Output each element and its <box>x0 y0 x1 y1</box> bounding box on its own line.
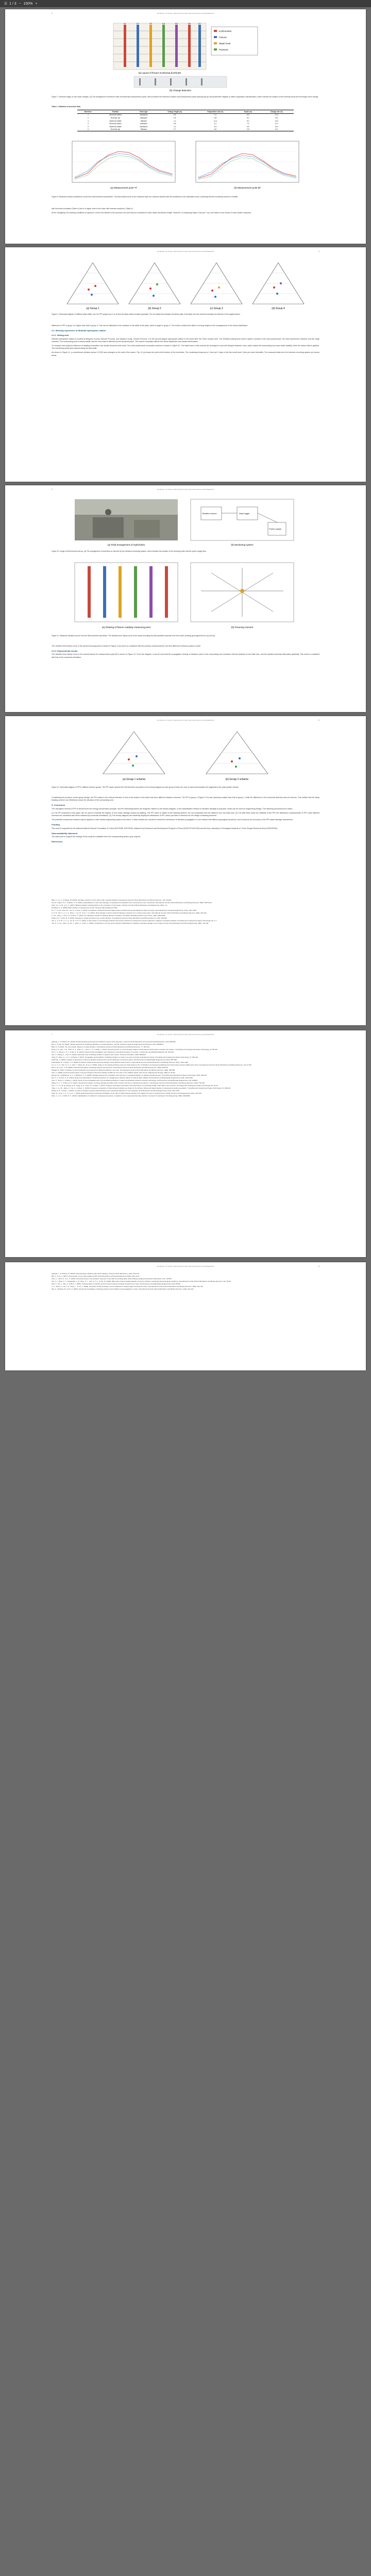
table-cell: Borehole bottom <box>109 123 122 125</box>
page-number: 6 <box>318 719 319 721</box>
table-cell: Sandstone <box>140 114 148 116</box>
body-text: with borehole inclination (Table 4) and it is higher than in the holes with relevant empirical. (Table 4). At the Xiangtang, the working conditions of aperture 4 and 5 are similar to the previous one and they are consistent in their depth and fissure length. However, in comparing Figure 7(b) and 7 (a), the fracture zone shows a much clearer response. <box>52 208 252 214</box>
table-cell: Borehole top <box>111 128 121 131</box>
figure-8-caption: Figure 8. Measured surface subsidence curves from field borehole experiments. The black dotted curve is the measured data, the coloured dashed lines are predictions of the calibrated model, confirming that the monitoring scheme is reliable. <box>52 196 239 198</box>
svg-text:Power supply: Power supply <box>269 528 282 530</box>
figure-12-caption: Figure 12. Schematic diagram of PPI in different scheme groups. The PPI values derived from the field tests are plotted on the ternary diagram for each group of tests; the color of each point indicates the magnitude of the peak particle velocity. <box>52 786 239 788</box>
reference-item: Bai, Z., & Liu, J. (2017). Assessment of rock mass quality via PPI. Rock Mechanics and Rock Engineering, 50(8), 2157-2170. <box>52 1275 140 1277</box>
svg-text:(a) Group 1 scheme: (a) Group 1 scheme <box>122 778 146 781</box>
reference-list <box>52 1273 319 1291</box>
subsection-heading: 4.2.1. Mining area <box>52 334 69 337</box>
reference-item: Fan, L. F., Wong, L. N. Y., & Ma, G. W. (2013). Experimental investigation and modeling of viscoelastic behavior of concrete. Construction and Building Materials, 48, 814-821. <box>52 1051 175 1053</box>
section-heading: 4.2. Working experience of Wulintai hydropower station <box>52 329 106 332</box>
figure-8 <box>67 137 304 194</box>
page <box>5 9 366 244</box>
hole-label: K4 <box>162 22 165 25</box>
table-cell: 9.8 <box>275 116 278 119</box>
reference-item: Gui, Y. L., Zhao, Z. Y., Jayasinghe, L. B., Zhou, H. Y., Goh, A. T. C., & Tao, M. (2018). Blast wave induced spatial variation of ground vibration considering field geological conditions. International Journal of Rock Mechanics and Mining Sciences, 101, 63-68. <box>52 1280 231 1282</box>
table-cell: 8.2 <box>247 120 249 122</box>
table-cell: 3 <box>88 120 89 122</box>
running-header: JOURNAL OF ROCK MECHANICS AND GEOTECHNICAL ENGINEERING <box>157 719 214 721</box>
hole-label: K2 <box>137 22 139 25</box>
table-cell: Borehole top <box>111 116 121 119</box>
table-cell: 0.6 <box>173 114 176 116</box>
reference-item: Jiang, N., Zhou, C., Lu, S., & Zhang, Z. (2017). Propagation and prediction of blasting vibration on slope in an open pit during underground mining. Tunnelling and Underground Space Technology, 70, 409-421. <box>52 1056 199 1058</box>
svg-text:Inclinometer: Inclinometer <box>219 30 232 32</box>
table-cell: 1 <box>88 114 89 116</box>
figure-7-caption: Figure 7. Borehole image of rock mass changes. (a) The arrangement of borehole holes and detected measurement points, which includes the borehole's location and measurement points spacing and (b) Visual detection diagram of water evaporation characteristics, which includes the location of the borehole points and the length of the change. <box>52 96 319 98</box>
hole-label: K1 <box>124 22 126 25</box>
table-cell: Borehole middle <box>109 125 122 128</box>
figure-12 <box>93 727 278 784</box>
table-1-caption: Table 1. Statistics of borehole data. <box>52 106 81 108</box>
table-cell: Mudstone <box>140 123 147 125</box>
table-cell: 5.8 <box>247 128 249 131</box>
table-cell: 7.2 <box>214 114 217 116</box>
table-cell: Siltstone <box>140 120 147 122</box>
svg-text:(c) Group 3: (c) Group 3 <box>210 307 223 310</box>
body-text: The vibration time history curve in the second fissuring point is shown in Figure 11 (b) and it is consistent with the previous measurements; the time difference between peaks is small. 4.2.2. Experimental results The vibration time history curve in the second fissure for measurement point 8# is shown in Figure 12. From the diagram, it can be seen that the propagation velocity of vibration wave in the surrounding rock increases with the distance to the blast hole, and the vibration intensity attenuates gradually. This result is consistent with that of the numerical simulation. <box>52 645 319 658</box>
body-text: Considering the previous control group design, the PPI values in the vertical direction of rock at the bottom of the blast hole were different between schemes. The PPI of group 2 (Figure 12 b) was obviously smaller than that of group 1, while the difference in the horizontal direction was not obvious. This verifies that the delay blasting scheme can effectively reduce the vibration of the surrounding rock. 5. Conclusion The calculation formula of PPI is derived from the energy conservation principle, and the influencing factors are analysed. Based on the ternary diagram, a new classification method of vibration damage is proposed, which can be used for engineering design. The following conclusions are drawn: (1) The PPI proposed in this paper can be used to evaluate the degree of rock mass damage caused by blasting. The PPI value is related to the blasting scheme, the rock properties and the distance from the blast hole. (2) The field tests verify the reliability of the PPI; the distribution characteristics of PPI under different schemes are consistent with those obtained by numerical simulations. (3) The ternary diagram can intuitively display the distribution of PPI, which provides a reference for the design of blasting schemes. The potential conclusions reached may be applied in other similar engineering cases in the future. Further studies are needed to reveal the mechanism of vibration propagation in rock masses with different geological structures, and to improve the accuracy of the PPI-based damage assessment. Funding This work is supported by the National Natural Science Foundation of China (51979256, 52079076), National Key Research and Development Program of China (2018YFC0407000) and the Key Laboratory of Geological Hazards on Three Gorges Reservoir Area (2020KDZ06). Data availability statement The data used to support the findings of this study are available from the corresponding author upon request. References <box>52 796 319 843</box>
reference-item: Zhu, Z., Mohanty, B., & Xie, H. (2007). Numerical investigation of blasting-induced crack initiation and propagation in rocks. International Journal of Rock Mechanics and Mining Sciences, 44(3), 412-424. <box>52 1288 194 1290</box>
page <box>5 716 366 1025</box>
svg-text:(a) Drawing of fissure roadway: (a) Drawing of fissure roadway measuring point <box>102 626 151 629</box>
figure-11-caption: Figure 11. Measured vibration curves from the field borehole experiment. The vibration time history curve is the actual recording and the predicted response from the model, showing good agreement in (a) and (b). <box>52 635 216 637</box>
svg-text:(b) Measurement point 8#: (b) Measurement point 8# <box>234 187 261 189</box>
svg-text:Water level: Water level <box>219 42 231 45</box>
running-header: JOURNAL OF ROCK MECHANICS AND GEOTECHNICAL ENGINEERING <box>157 488 214 490</box>
table-cell: Siltstone <box>140 128 147 131</box>
page-number: 4 <box>318 250 319 252</box>
reference-item: Guo, J., Zhang, X., & Liu, H. (2020). Attenuation law of blasting vibration in layered rock masses. Shock and Vibration, 2020, 8842261. <box>52 1054 146 1056</box>
running-header: JOURNAL OF ROCK MECHANICS AND GEOTECHNICAL ENGINEERING <box>157 1033 214 1036</box>
table-cell: 11.4 <box>275 123 278 125</box>
table-cell: 14.6 <box>275 120 278 122</box>
zoom-out-icon[interactable]: − <box>19 2 21 6</box>
page <box>5 1030 366 1257</box>
reference-item: Khandelwal, M., & Singh, T. N. (2009). Prediction of blast-induced ground vibration using artificial neural network. International Journal of Rock Mechanics and Mining Sciences, 46(7), 1214-1222. <box>52 1061 189 1063</box>
reference-item: Wang, Z., Li, Y., & Shen, R. F. (2007). Numerical simulation of tensile damage and blast crater in brittle rock due to underground explosion. International Journal of Rock Mechanics and Mining Sciences, 44(5), 730-738. <box>52 1082 205 1084</box>
reference-item: Ma, G. W., & An, X. M. (2008). Numerical simulation of blasting-induced rock fractures. International Journal of Rock Mechanics and Mining Sciences, 45(6), 966-975. <box>52 1066 168 1069</box>
figure-7 <box>108 21 263 93</box>
table-cell: Sandstone <box>140 125 148 128</box>
table-cell: 6 <box>88 128 89 131</box>
zoom-in-icon[interactable]: + <box>35 2 38 6</box>
menu-icon[interactable]: ☰ <box>4 2 8 6</box>
table-cell: 7.0 <box>247 123 249 125</box>
table-cell: 5.1 <box>247 116 249 119</box>
table-cell: 6.5 <box>247 125 249 128</box>
table-cell: 0.5 <box>173 116 176 119</box>
table-cell: 11.3 <box>275 114 278 116</box>
reference-item: Bai, Z., & Cao, W. (2018). Hazard assessment of blasting vibrations on buried pipelines. Journal of Pipeline Systems Engineering and Practice, 9(3), 04018011. <box>52 1043 164 1045</box>
table-cell: 6.6 <box>214 128 217 131</box>
reference-item: Xie, L. X., Lu, W. B., Zhang, Q. B., Jiang, Q. H., Chen, M., & Zhao, J. (2017). Analysis of damage mechanisms and optimization of cut blasting design under high in-situ stresses. Tunnelling and Underground Space Technology, 66, 19-33. <box>52 1084 218 1087</box>
svg-text:Fissure: Fissure <box>219 36 227 39</box>
table-cell: Mudstone <box>140 116 147 119</box>
hole-label: K3 <box>149 22 152 25</box>
table-cell: 11.4 <box>213 120 217 122</box>
subsection-heading: 4.2.2. Experimental results <box>52 650 78 653</box>
figure-10-caption: Figure 10. Image of field borehole set-up. (a) The arrangement of boreholes on site and (b) the vibration monitoring system, which includes the location of the recording units and the power supply lines. <box>52 550 207 552</box>
reference-item: Liu, K., Li, X., Hao, H., Li, X., Sha, Y., Wang, W., & Liu, X. (2019). Study on the raising technique using one blast based on the combination of long-hole presplitting and vertical crater retreat multiple-deck shots. International Journal of Rock Mechanics and Mining Sciences, 113, 41-58. <box>52 1064 252 1066</box>
reference-item: Zhao, H., Long, Y., Li, X., & Lu, L. (2016). Experimental and numerical investigation of the effect of blast-induced vibration from adjacent tunnel on existing tunnel. KSCE Journal of Civil Engineering, 20(1), 431-439. <box>52 1092 202 1094</box>
table-cell: 15.4 <box>275 125 278 128</box>
zoom-level: 100% <box>23 2 33 6</box>
page <box>5 1262 366 1370</box>
section-heading: Funding <box>52 823 60 826</box>
reference-item: Ozer, U. (2008). Environmental impacts of ground vibration induced by blasting at different rock units on the Kadikoy-Kartal metro tunnel. Engineering Geology, 100(1-2), 82-90. <box>52 1072 176 1074</box>
table-row <box>77 128 294 131</box>
hole-label: K6 <box>188 22 191 25</box>
reference-item: Chen, M., Lu, W., & Yi, C. (2007). Blasting vibration characteristics in the excavation of rock slopes. Chinese Journal of Rock Mechanics and Engineering, 26(1), 1-8. <box>52 904 168 906</box>
page <box>5 247 366 482</box>
reference-item: Bian, K., Liu, J., & Zhang, W. (2019). Damage evolution of rock mass under repeated blasting. International Journal of Rock Mechanics and Mining Sciences, 123, 104111. <box>52 899 172 901</box>
table-cell: Borehole middle <box>109 120 122 122</box>
reference-item: Li, X., Zhou, Z., Lok, T. S., Hong, L., & Yin, T. (2008). Innovative testing technique of rock subjected to coupled static and dynamic loads. International Journal of Rock Mechanics and Mining Sciences, 45(5), 739-748. <box>52 1285 204 1287</box>
page-number: 8 <box>318 1265 319 1267</box>
running-header: JOURNAL OF ROCK MECHANICS AND GEOTECHNICAL ENGINEERING <box>157 250 214 252</box>
page-number: 7 <box>52 1033 53 1036</box>
reference-item: Cai, M., Kaiser, P. K., & Martin, C. D. (2001). Quantification of rock mass damage in underground excavations from microseismic event monitoring. International Journal of Rock Mechanics and Mining Sciences, 38(8), 1135-1145. <box>52 902 212 904</box>
table-cell: 2 <box>88 116 89 119</box>
reference-item: Lu, W., Yang, J., Chen, M., & Zhou, C. (2011). An equivalent method for blasting vibration simulation. Simulation Modelling Practice and Theory, 19(9), 2050-2062. <box>52 914 166 917</box>
page-indicator: 1 / 3 <box>9 2 16 6</box>
table-cell: 9.3 <box>214 125 217 128</box>
page-number: 5 <box>52 488 53 490</box>
reference-item: Hu, Y., Lu, W., Chen, M., Yan, P., & Yang, J. (2014). Comparison of blast-induced damage between presplit and smooth blasting of high rock slope. Rock Mechanics and Rock Engineering, 47(4), 1307-1320. <box>52 909 197 911</box>
table-cell: 6.1 <box>214 123 217 125</box>
reference-item: Nateghi, R. (2011). Prediction of ground vibration level induced by blasting at different rock units. International Journal of Rock Mechanics and Mining Sciences, 48(6), 899-908. <box>52 1069 176 1071</box>
figure-10 <box>72 497 299 548</box>
table-1: Borehole Position Rock type Change length (m) Evaporation rate (%) Depth (m) Change rate (%) 1 Borehole bottom Sandstone 0.6 7.2 5.3 11.3 2 Borehole top Mudstone 0.5 5.8 5.1 9.8 3 Borehole middle Siltstone 1.2 11.4 8.2 14.6 4 Borehole bottom Mudstone 0.8 6.1 7.0 11.4 5 Borehole middle Sandstone 1.0 9.3 6.5 15.4 6 Borehole top Siltstone 0.7 6.6 5.8 12.1 <box>77 110 294 131</box>
reference-item: Yan, P., Lu, W., Chen, M., Hu, Y., Zhou, C., & Wu, X. (2015). Contributions of in-situ stress transient redistribution to blasting excavation damage zone of deep tunnels. Rock Mechanics and Rock Engineering, 48(2), 715-726. <box>52 922 209 924</box>
svg-text:Pressure: Pressure <box>219 48 229 51</box>
reference-item: Hao, H., Wu, Y., Ma, G., & Zhou, Y. (2001). Characteristics of surface ground motions induced by blasts in jointed rock mass. Soil Dynamics and Earthquake Engineering, 21(2), 85-98. <box>52 1283 181 1285</box>
running-header: JOURNAL OF ROCK MECHANICS AND GEOTECHNICAL ENGINEERING <box>157 1265 214 1267</box>
reference-item: Zhang, Q. B., & Zhao, J. (2014). A review of dynamic experimental techniques and mechanical behaviour of rock materials. Rock Mechanics and Rock Engineering, 47(4), 1411-1478. <box>52 1090 180 1092</box>
table-cell: 0.8 <box>173 123 176 125</box>
reference-item: Singh, P. K., & Roy, M. P. (2010). Damage to surface structures due to blast vibration. International Journal of Rock Mechanics and Mining Sciences, 47(6), 949-961. <box>52 917 167 919</box>
section-heading: References <box>52 840 63 843</box>
svg-text:Vibration sensor: Vibration sensor <box>202 512 217 515</box>
hole-label: K5 <box>175 22 178 25</box>
table-cell: 0.7 <box>173 128 176 131</box>
reference-item: Xia, X., Li, H. B., Li, J. C., Liu, B., & Yu, C. (2013). A case study on rock damage prediction and control method for underground tunnels subjected to adjacent excavation blasting. Tunnelling and Underground Space Technology, 35, 1-7. <box>52 920 217 922</box>
reference-item: Tian, X., Song, Z., & Wang, J. (2019). Study on the propagation law of tunnel blasting vibration in stratum and blasting vibration reduction technology. Soil Dynamics and Earthquake Engineering, 126, 105813. <box>52 1079 198 1081</box>
reference-item: Ramulu, M., Chakraborty, A. K., & Sitharam, T. G. (2009). Damage assessment of basaltic rock mass due to repeated blasting in a railway tunnelling project. Tunnelling and Underground Space Technology, 24(2), 208-221. <box>52 1074 208 1076</box>
reference-item: Dowding, C. H. (1985). Blast vibration monitoring and control. Prentice-Hall, Englewood Cliffs. <box>52 907 118 909</box>
svg-text:(b) Fissuring moment: (b) Fissuring moment <box>231 626 254 629</box>
figure-9-caption: Figure 9. Schematic diagram of different pillar widths. (a) The PPI ranges from 0 to 30 and the pillar width increases gradually. The red dotted line indicates the failure path of the pillar, the blue solid line indicates the direction of the applied stress. <box>52 313 241 315</box>
table-cell: 1.2 <box>173 120 176 122</box>
subfig-label: (b) Change detection <box>169 89 192 92</box>
table-cell: 4 <box>88 123 89 125</box>
reference-list <box>52 1041 319 1097</box>
page-number: 3 <box>52 12 53 14</box>
table-cell: 5.3 <box>247 114 249 116</box>
reference-item: Deng, X. F., Zhu, J. B., Chen, S. G., Zhao, Z. Y., Zhou, Y. X., & Zhao, J. (2014). Numerical study on tunnel damage subject to blast-induced shock wave in jointed rock masses. Tunnelling and Underground Space Technology, 43, 88-100. <box>52 1048 218 1050</box>
body-text: difference in PPI in group 4 is higher than that in group 3. This can be attributed to the variation in the width of the pillar, which is larger in group 3. The further confirms the effect of mining height on the homogeneous of the stress distribution. 4.2. Working experience of Wulintai hydropower station 4.2.1. Mining area Wulintai hydropower station is located at Mingxian County, Sichuan Province, and Qiaojia County, Yunnan Province. It is the second-largest hydropower station in the world after the Three Gorges Dam. The Wulintai underground cavern system consists of the main powerhouse, the main transformer chamber and the surge chamber. The surrounding rock is mainly basalt, and the rock mass is affected by the structural plane. The cavern excavation affects the stress distribution and causes deformation. To compare and study the influence of blasting excavation, two similar schemes were used. The main powerhouse excavation scheme is shown in Figure 10. The blast holes in this scheme are arranged in rows and delayed between rows, which makes the surrounding rock have better stability, while the stress relief is gradual. The monitoring points were placed along the side walls. As shown in Figure 11, a conventional vibration sensor CG100 was arranged on the wall of the cavern. Fig. 11 (a) shows the point at the bottom of the boreholes. The monitoring frequency is 1 time per 2 days in the first month and 1 time per week thereafter. The measured data from the borehole recording system are shown below. <box>52 325 319 357</box>
svg-text:(b) Monitoring system: (b) Monitoring system <box>231 544 254 546</box>
svg-text:(a) Field arrangement of Hydro: (a) Field arrangement of Hydroholes <box>107 544 145 546</box>
page <box>5 485 366 712</box>
section-heading: Data availability statement <box>52 832 78 835</box>
table-cell: Borehole bottom <box>109 114 122 116</box>
hole-label: K7 <box>198 22 201 25</box>
svg-text:(d) Group 4: (d) Group 4 <box>272 307 285 310</box>
svg-text:Data logger: Data logger <box>239 512 250 515</box>
reference-item: Agarwal, J., & Sharma, M. (2019). Predicting blast-induced ground vibrations using a fuzzy approach. Journal of Rock Mechanics and Geotechnical Engineering, 11(4), 852-862. <box>52 1041 176 1043</box>
reference-item: Yang, J., Lu, W., Jiang, Q., Yao, C., & Zhou, C. (2016). Frequency comparison of blast-induced vibration per delay for the full-face millisecond delay blasting in underground opening excavation. Tunnelling and Underground Space Technology, 51, 189-201. <box>52 1087 231 1089</box>
viewer-toolbar <box>0 0 371 7</box>
svg-text:(a) Group 1: (a) Group 1 <box>86 307 99 310</box>
reference-item: Li, H. B., Xia, X., Li, J. C., Zhao, J., Liu, B., & Liu, Y. Q. (2011). Rock damage control in bedrock blasting excavation for a nuclear power plant. International Journal of Rock Mechanics and Mining Sciences, 48(2), 210-218. <box>52 912 207 914</box>
table-cell: 1.0 <box>173 125 176 128</box>
running-header: JOURNAL OF ROCK MECHANICS AND GEOTECHNICAL ENGINEERING <box>157 12 214 14</box>
subfig-label: (a) Layout of fissure monitoring boreholes <box>138 72 181 74</box>
reference-item: Shi, X. Z., & Chen, S. R. (2011). Delay time optimization in blasting operations for mitigating the vibration-effects on final pit walls' stability. Soil Dynamics and Earthquake Engineering, 31(8), 1154-1158. <box>52 1077 193 1079</box>
table-cell: 12.1 <box>275 128 278 131</box>
reference-item: Chen, L., Zhou, Z., & Li, X. (2021). Numerical study on the dynamic response of rock with pre-existing flaws under blasting. Engineering Fracture Mechanics, 241, 107405. <box>52 1278 172 1280</box>
svg-text:(a) Measurement point 7#: (a) Measurement point 7# <box>110 187 137 189</box>
svg-text:(b) Group 2 scheme: (b) Group 2 scheme <box>225 778 249 781</box>
reference-item: Blair, D. P. (2015). The free surface influence on blast vibration. International Journal of Rock Mechanics and Mining Sciences, 77, 182-191. <box>52 1046 150 1048</box>
svg-text:(b) Group 2: (b) Group 2 <box>148 307 161 310</box>
figure-11 <box>72 560 299 632</box>
reference-item: Zhou, J., Li, X., & Mitri, H. S. (2016). Classification of rockburst in underground projects: comparison of ten supervised learning methods. Journal of Computing in Civil Engineering, 30(5), 04016003. <box>52 1095 191 1097</box>
reference-item: Agarwal, J., & Sharma, M. (2019). Rock damage evaluation with bench blasting. Journal of Rock Mechanics, 12(2), 301-310. <box>52 1273 140 1275</box>
table-cell: 5.8 <box>214 116 217 119</box>
reference-item: Kahriman, A. (2004). Analysis of parameters of ground vibration produced from bench blasting at a limestone quarry. Soil Dynamics and Earthquake Engineering, 24(11), 887-892. <box>52 1059 177 1061</box>
table-cell: 5 <box>88 125 89 128</box>
reference-list <box>52 899 319 925</box>
section-heading: 5. Conclusion <box>52 804 65 807</box>
